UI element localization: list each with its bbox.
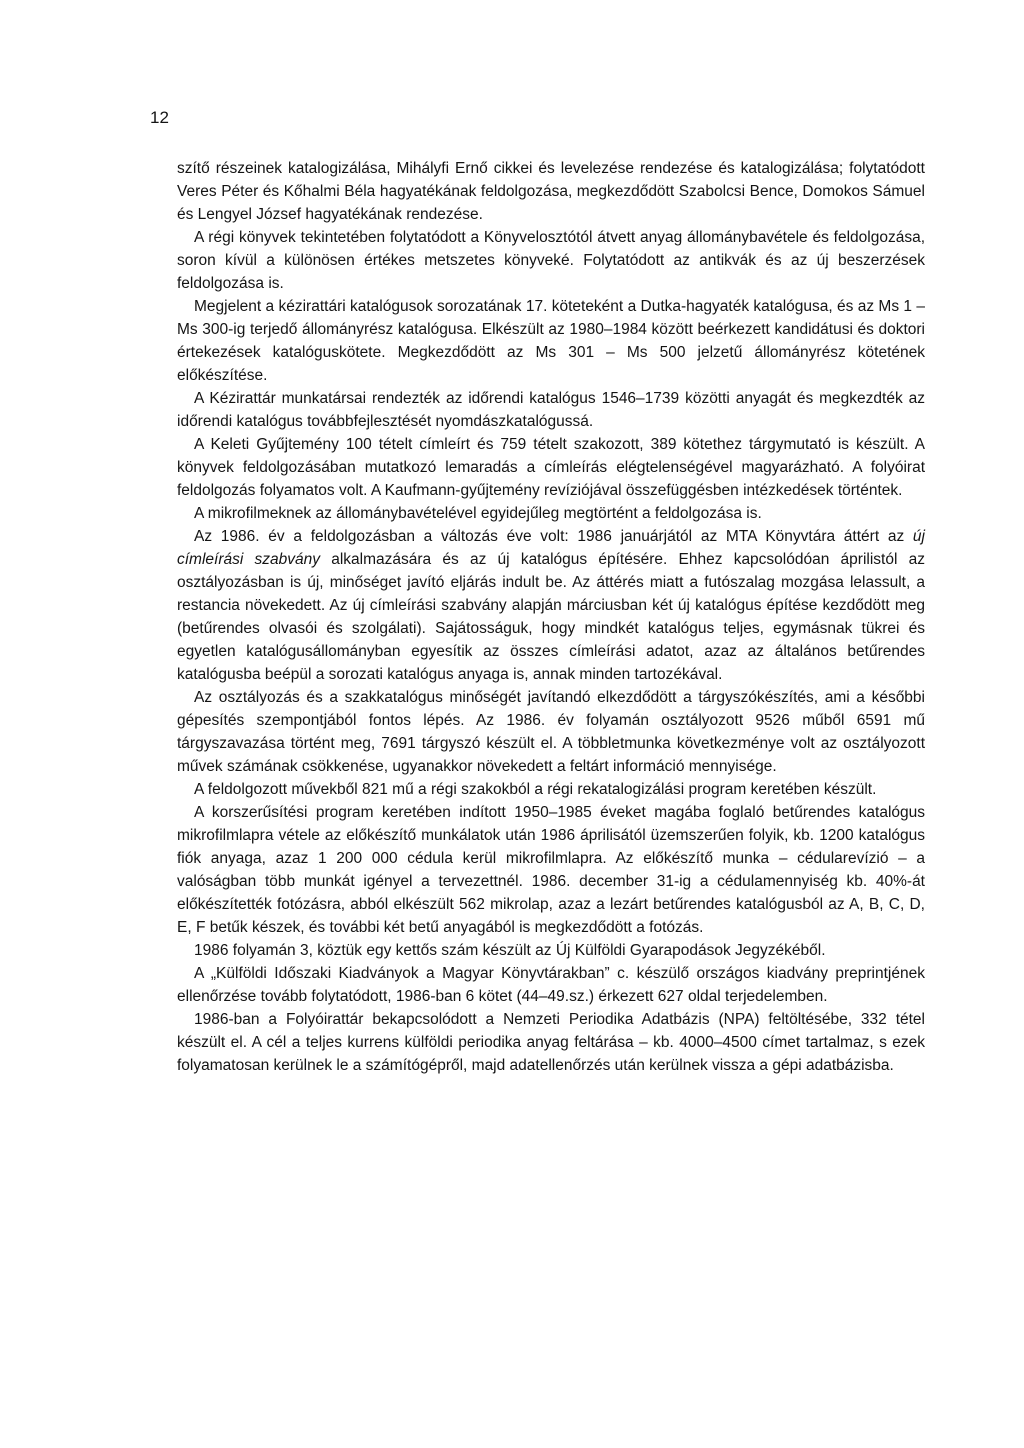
paragraph-text: Megjelent a kézirattári katalógusok sorozatának 17. köteteként a Dutka-hagyaték katalógusa, és az Ms 1 – Ms 300-ig terjedő állományrész katalógusa. Elkészült az 1980–1984 között beérkezett kandidátusi és doktori értekezések katalóguskötete. Megkezdődött az Ms 301 – Ms 500 jelzetű állományrész kötetének előkészítése. xyxy=(177,298,925,384)
paragraph-12 xyxy=(177,962,925,1008)
paragraph-text: szítő részeinek katalogizálása, Mihályfi Ernő cikkei és levelezése rendezése és katalogizálása; folytatódott Veres Péter és Kőhalmi Béla hagyatékának feldolgozása, megkezdődött Szabolcsi Bence, Domokos Sámuel és Lengyel József hagyatékának rendezése. xyxy=(177,160,925,223)
paragraph-6 xyxy=(177,502,925,525)
paragraph-1 xyxy=(177,157,925,226)
paragraph-13 xyxy=(177,1008,925,1077)
paragraph-text: alkalmazására és az új katalógus építésére. Ehhez kapcsolódóan áprilistól az osztályozásban is új, minőséget javító eljárás indult be. Az áttérés miatt a futószalag mozgása lelassult, a restancia növekedett. Az új címleírási szabvány alapján márciusban két új katalógus építése kezdődött meg (betűrendes olvasói és szolgálati). Sajátosságuk, hogy mindkét katalógus teljes, egymásnak tükrei és egyetlen katalógusállományban egyesítik az összes címleírási adatot, azaz az általános betűrendes katalógusba beépül a sorozati katalógus anyaga is, annak minden tartozékával. xyxy=(177,551,925,683)
paragraph-5 xyxy=(177,433,925,502)
paragraph-8 xyxy=(177,686,925,778)
paragraph-11 xyxy=(177,939,925,962)
emphasized-text: új címleírási szabvány xyxy=(177,528,925,568)
paragraph-text: A Kézirattár munkatársai rendezték az időrendi katalógus 1546–1739 közötti anyagát és megkezdték az időrendi katalógus továbbfejlesztését nyomdászkatalógussá. xyxy=(177,390,925,430)
paragraph-4 xyxy=(177,387,925,433)
paragraph-text: A korszerűsítési program keretében indított 1950–1985 éveket magába foglaló betűrendes katalógus mikrofilmlapra vétele az előkészítő munkálatok után 1986 áprilisától üzemszerűen folyik, kb. 1200 katalógus fiók anyaga, azaz 1 200 000 cédula kerül mikrofilmlapra. Az előkészítő munka – cédularevízió – a valóságban több munkát igényel a tervezettnél. 1986. december 31-ig a cédulamennyiség kb. 40%-át előkészítették fotózásra, abból elkészült 562 mikrolap, azaz a lezárt betűrendes katalógusból az A, B, C, D, E, F betűk készek, és további két betű anyagából is megkezdődött a fotózás. xyxy=(177,804,925,936)
paragraph-text: A „Külföldi Időszaki Kiadványok a Magyar Könyvtárakban” c. készülő országos kiadvány preprintjének ellenőrzése tovább folytatódott, 1986-ban 6 kötet (44–49.sz.) érkezett 627 oldal terjedelemben. xyxy=(177,965,925,1005)
paragraph-text: Az osztályozás és a szakkatalógus minőségét javítandó elkezdődött a tárgyszókészítés, ami a későbbi gépesítés szempontjából fontos lépés. Az 1986. év folyamán osztályozott 9526 műből 6591 mű tárgyszavazása történt meg, 7691 tárgyszó készült el. A többletmunka következménye volt az osztályozott művek számának csökkenése, ugyanakkor növekedett a feltárt információ mennyisége. xyxy=(177,689,925,775)
paragraph-text: Az 1986. év a feldolgozásban a változás éve volt: 1986 januárjától az MTA Könyvtára áttért az xyxy=(194,528,913,545)
body-text xyxy=(177,157,925,1077)
page-number: 12 xyxy=(150,108,169,127)
paragraph-3 xyxy=(177,295,925,387)
paragraph-text: 1986-ban a Folyóirattár bekapcsolódott a Nemzeti Periodika Adatbázis (NPA) feltöltésébe, 332 tétel készült el. A cél a teljes kurrens külföldi periodika anyag feltárása – kb. 4000–4500 címet tartalmaz, s ezek folyamatosan kerülnek le a számítógépről, majd adatellenőrzés után kerülnek vissza a gépi adatbázisba. xyxy=(177,1011,925,1074)
paragraph-text: A feldolgozott művekből 821 mű a régi szakokból a régi rekatalogizálási program keretében készült. xyxy=(194,781,877,798)
paragraph-text: A mikrofilmeknek az állománybavételével egyidejűleg megtörtént a feldolgozása is. xyxy=(194,505,762,522)
paragraph-text: 1986 folyamán 3, köztük egy kettős szám készült az Új Külföldi Gyarapodások Jegyzékéből. xyxy=(194,942,826,959)
paragraph-7 xyxy=(177,525,925,686)
paragraph-text: A régi könyvek tekintetében folytatódott a Könyvelosztótól átvett anyag állománybavétele és feldolgozása, soron kívül a különösen értékes metszetes könyveké. Folytatódott az antikvák és az új beszerzések feldolgozása is. xyxy=(177,229,925,292)
paragraph-10 xyxy=(177,801,925,939)
paragraph-2 xyxy=(177,226,925,295)
paragraph-9 xyxy=(177,778,925,801)
paragraph-text: A Keleti Gyűjtemény 100 tételt címleírt és 759 tételt szakozott, 389 kötethez tárgymutató is készült. A könyvek feldolgozásában mutatkozó lemaradás a címleírás elégtelenségével magyarázható. A folyóirat feldolgozás folyamatos volt. A Kaufmann-gyűjtemény revíziójával összefüggésben intézkedések történtek. xyxy=(177,436,925,499)
